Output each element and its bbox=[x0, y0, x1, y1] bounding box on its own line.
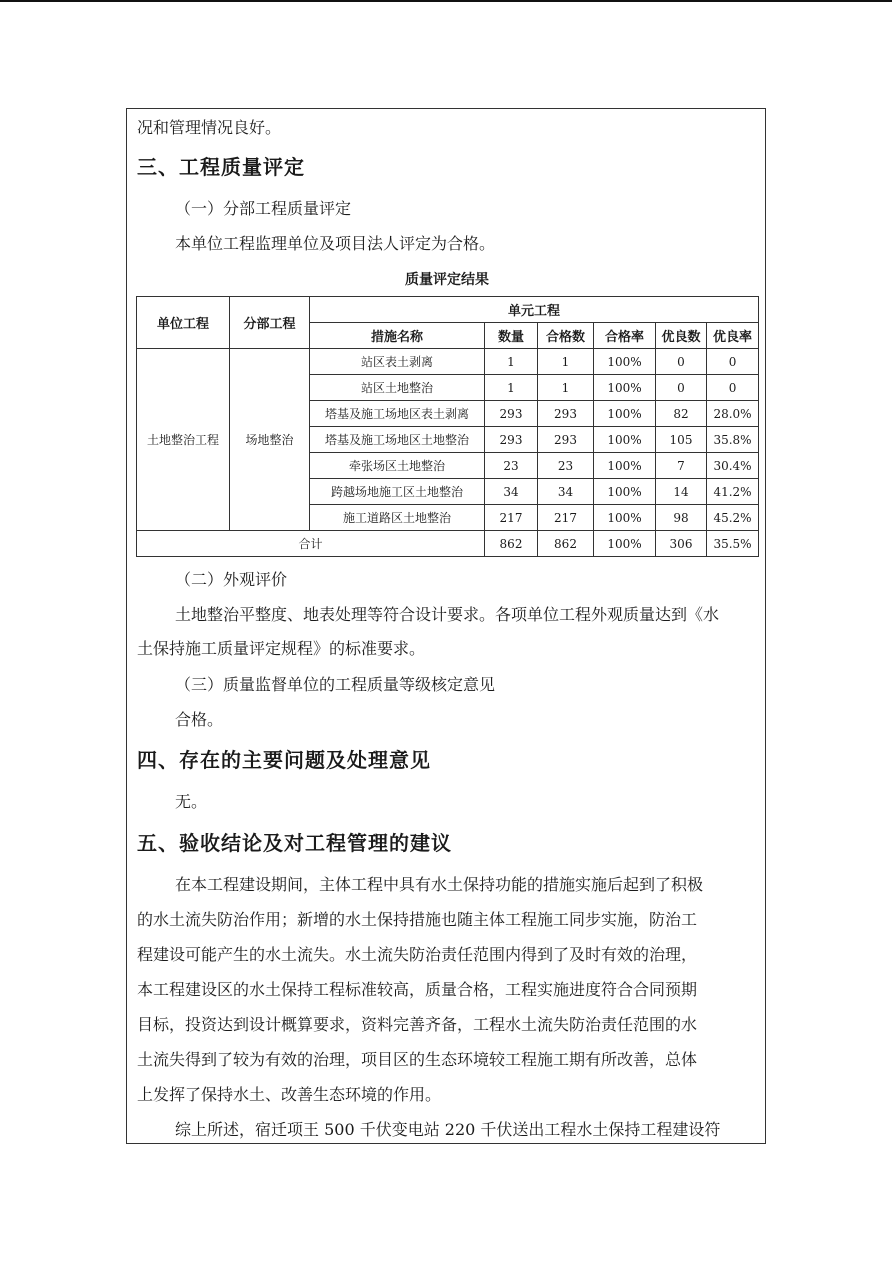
measure-name-cell: 塔基及施工场地区土地整治 bbox=[310, 427, 485, 453]
pass-cell: 1 bbox=[538, 349, 594, 375]
header-measure: 措施名称 bbox=[310, 323, 485, 349]
section5-line: 土流失得到了较为有效的治理，项目区的生态环境较工程施工期有所改善，总体 bbox=[137, 1050, 698, 1069]
pass-cell: 293 bbox=[538, 427, 594, 453]
header-element: 单元工程 bbox=[310, 297, 759, 323]
section5-line: 本工程建设区的水土保持工程标准较高，质量合格，工程实施进度符合合同预期 bbox=[137, 980, 698, 999]
sub1-text: 本单位工程监理单位及项目法人评定为合格。 bbox=[175, 234, 496, 253]
sub2-line1: 土地整治平整度、地表处理等符合设计要求。各项单位工程外观质量达到《水 bbox=[175, 605, 720, 624]
section4-title: 四、存在的主要问题及处理意见 bbox=[137, 748, 431, 772]
top-border-line bbox=[0, 0, 892, 2]
measure-name-cell: 塔基及施工场地区表土剥离 bbox=[310, 401, 485, 427]
pass-cell: 23 bbox=[538, 453, 594, 479]
excellent-cell: 0 bbox=[656, 349, 707, 375]
section5-line: 目标，投资达到设计概算要求，资料完善齐备，工程水土流失防治责任范围的水 bbox=[137, 1015, 698, 1034]
pass-cell: 1 bbox=[538, 375, 594, 401]
lead-text: 况和管理情况良好。 bbox=[137, 118, 282, 137]
header-excellent-rate: 优良率 bbox=[707, 323, 759, 349]
excellent-cell: 82 bbox=[656, 401, 707, 427]
pass-rate-cell: 100% bbox=[594, 453, 656, 479]
pass-rate-cell: 100% bbox=[594, 479, 656, 505]
pass-cell: 293 bbox=[538, 401, 594, 427]
table-caption: 质量评定结果 bbox=[405, 272, 489, 288]
unit-name-cell: 土地整治工程 bbox=[137, 349, 230, 531]
pass-rate-cell: 100% bbox=[594, 427, 656, 453]
count-cell: 293 bbox=[485, 427, 538, 453]
excellent-cell: 7 bbox=[656, 453, 707, 479]
measure-name-cell: 跨越场地施工区土地整治 bbox=[310, 479, 485, 505]
excellent-rate-cell: 0 bbox=[707, 375, 759, 401]
header-division: 分部工程 bbox=[230, 297, 310, 349]
sub3-text: 合格。 bbox=[175, 710, 224, 729]
total-pass-rate-cell: 100% bbox=[594, 531, 656, 557]
excellent-cell: 0 bbox=[656, 375, 707, 401]
quality-table bbox=[136, 296, 759, 557]
measure-name-cell: 牵张场区土地整治 bbox=[310, 453, 485, 479]
section5-line: 上发挥了保持水土、改善生态环境的作用。 bbox=[137, 1085, 442, 1104]
pass-rate-cell: 100% bbox=[594, 375, 656, 401]
total-count-cell: 862 bbox=[485, 531, 538, 557]
pass-rate-cell: 100% bbox=[594, 401, 656, 427]
total-label-cell: 合计 bbox=[137, 531, 485, 557]
sub1-title: （一）分部工程质量评定 bbox=[175, 199, 352, 218]
sub2-title: （二）外观评价 bbox=[175, 570, 288, 589]
table-row bbox=[137, 349, 759, 375]
measure-name-cell: 站区土地整治 bbox=[310, 375, 485, 401]
conclusion-line: 综上所述，宿迁项王 500 千伏变电站 220 千伏送出工程水土保持工程建设符 bbox=[175, 1120, 721, 1139]
excellent-rate-cell: 41.2% bbox=[707, 479, 759, 505]
section5-title: 五、验收结论及对工程管理的建议 bbox=[137, 831, 452, 855]
section5-line: 的水土流失防治作用；新增的水土保持措施也随主体工程施工同步实施，防治工 bbox=[137, 910, 698, 929]
excellent-rate-cell: 28.0% bbox=[707, 401, 759, 427]
excellent-cell: 105 bbox=[656, 427, 707, 453]
header-count: 数量 bbox=[485, 323, 538, 349]
excellent-rate-cell: 45.2% bbox=[707, 505, 759, 531]
total-excellent-rate-cell: 35.5% bbox=[707, 531, 759, 557]
count-cell: 1 bbox=[485, 375, 538, 401]
pass-cell: 217 bbox=[538, 505, 594, 531]
count-cell: 23 bbox=[485, 453, 538, 479]
section4-text: 无。 bbox=[175, 792, 208, 811]
header-pass-rate: 合格率 bbox=[594, 323, 656, 349]
section5-line: 程建设可能产生的水土流失。水土流失防治责任范围内得到了及时有效的治理， bbox=[137, 945, 698, 964]
excellent-cell: 14 bbox=[656, 479, 707, 505]
count-cell: 1 bbox=[485, 349, 538, 375]
total-excellent-cell: 306 bbox=[656, 531, 707, 557]
division-name-cell: 场地整治 bbox=[230, 349, 310, 531]
header-unit: 单位工程 bbox=[137, 297, 230, 349]
section3-title: 三、工程质量评定 bbox=[137, 155, 305, 179]
measure-name-cell: 站区表土剥离 bbox=[310, 349, 485, 375]
excellent-rate-cell: 0 bbox=[707, 349, 759, 375]
sub2-line2: 土保持施工质量评定规程》的标准要求。 bbox=[137, 639, 426, 658]
pass-cell: 34 bbox=[538, 479, 594, 505]
count-cell: 293 bbox=[485, 401, 538, 427]
pass-rate-cell: 100% bbox=[594, 349, 656, 375]
count-cell: 217 bbox=[485, 505, 538, 531]
section5-line: 在本工程建设期间，主体工程中具有水土保持功能的措施实施后起到了积极 bbox=[175, 875, 704, 894]
header-pass: 合格数 bbox=[538, 323, 594, 349]
excellent-rate-cell: 35.8% bbox=[707, 427, 759, 453]
table-total-row bbox=[137, 531, 759, 557]
sub3-title: （三）质量监督单位的工程质量等级核定意见 bbox=[175, 675, 496, 694]
header-excellent: 优良数 bbox=[656, 323, 707, 349]
measure-name-cell: 施工道路区土地整治 bbox=[310, 505, 485, 531]
total-pass-cell: 862 bbox=[538, 531, 594, 557]
document-frame bbox=[126, 108, 766, 1144]
pass-rate-cell: 100% bbox=[594, 505, 656, 531]
excellent-rate-cell: 30.4% bbox=[707, 453, 759, 479]
count-cell: 34 bbox=[485, 479, 538, 505]
excellent-cell: 98 bbox=[656, 505, 707, 531]
